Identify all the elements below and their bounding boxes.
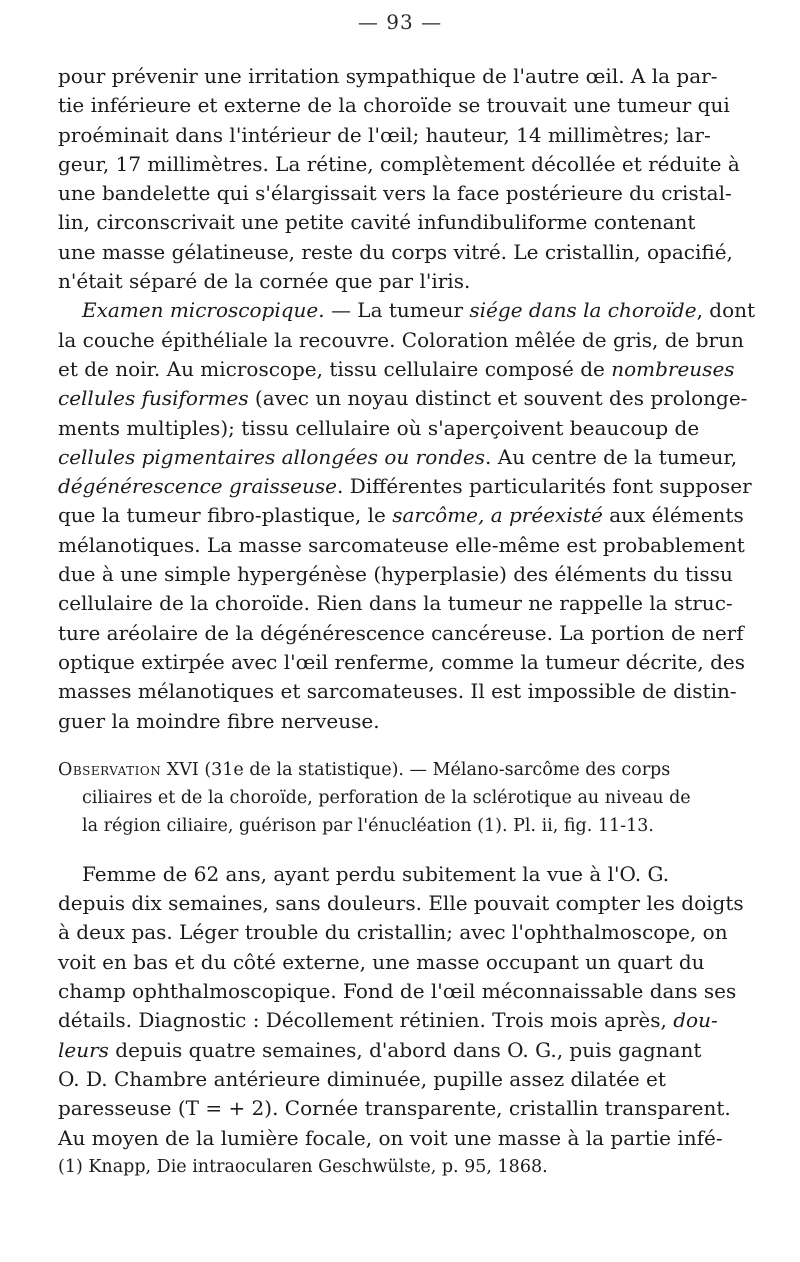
text-run: . Différentes particularités font supposer [337, 474, 752, 499]
italic-run: nombreuses [611, 356, 735, 381]
text-line [58, 918, 758, 947]
text-line [58, 707, 758, 736]
page-body [58, 62, 758, 1182]
text-run: , dont [696, 298, 756, 323]
text-line [58, 1124, 758, 1153]
text-run: aux éléments [602, 503, 744, 528]
italic-run: siége dans la choroïde [469, 298, 697, 323]
text-line [58, 756, 758, 784]
text-line [58, 355, 758, 384]
italic-run: dégénérescence graisseuse [58, 474, 337, 499]
text-line [58, 619, 758, 648]
text-run: voit en bas et du côté externe, une masse occupant un quart du [58, 949, 705, 974]
paragraph-microscopic-exam [58, 296, 758, 735]
text-line [58, 589, 758, 618]
text-run: que la tumeur fibro-plastique, le [58, 503, 393, 528]
text-line: geur, 17 millimètres. La rétine, complètement décollée et réduite à [58, 151, 740, 176]
text-line [58, 784, 758, 812]
text-line [58, 1006, 758, 1035]
text-run: la région ciliaire, guérison par l'énucléation (1). Pl. ii, fig. 11-13. [82, 815, 654, 836]
text-run: champ ophthalmoscopique. Fond de l'œil méconnaissable dans ses [58, 979, 737, 1004]
text-run: à deux pas. Léger trouble du cristallin; avec l'ophthalmoscope, on [58, 920, 728, 945]
text-run: due à une simple hypergénèse (hyperplasie) des éléments du tissu [58, 562, 733, 587]
text-line: pour prévenir une irritation sympathique de l'autre œil. A la par- [58, 64, 718, 88]
paragraph-continued [58, 62, 758, 296]
text-line: proéminait dans l'intérieur de l'œil; hauteur, 14 millimètres; lar- [58, 122, 711, 147]
text-run: . Au centre de la tumeur, [485, 444, 738, 469]
text-line [58, 1094, 758, 1123]
text-line: n'était séparé de la cornée que par l'iris. [58, 269, 471, 294]
text-line [58, 414, 758, 443]
text-run: la couche épithéliale la recouvre. Coloration mêlée de gris, de brun [58, 327, 744, 352]
text-line [58, 384, 758, 413]
italic-run: cellules pigmentaires allongées ou rondes [58, 444, 486, 469]
text-line: tie inférieure et externe de la choroïde se trouvait une tumeur qui [58, 93, 730, 118]
text-line [58, 948, 758, 977]
text-run: Femme de 62 ans, ayant perdu subitement la vue à l'O. G. [82, 861, 670, 886]
text-run: XVI (31e de la statistique). — Mélano-sarcôme des corps [161, 759, 671, 780]
text-line: lin, circonscrivait une petite cavité infundibuliforme contenant [58, 210, 696, 235]
text-line [58, 296, 758, 325]
text-run: ture aréolaire de la dégénérescence cancéreuse. La portion de nerf [58, 620, 744, 645]
italic-run: cellules fusiformes [58, 386, 249, 411]
text-line [58, 677, 758, 706]
italic-run: dou- [673, 1008, 718, 1033]
text-line [58, 326, 758, 355]
text-line: une masse gélatineuse, reste du corps vitré. Le cristallin, opacifié, [58, 239, 733, 264]
text-run: — La tumeur [324, 298, 470, 323]
small-caps-run: Observation [58, 759, 162, 780]
text-run: paresseuse (T = + 2). Cornée transparente, cristallin transparent. [58, 1096, 731, 1121]
text-line [58, 648, 758, 677]
text-line [58, 1036, 758, 1065]
italic-run: sarcôme, a préexisté [392, 503, 603, 528]
text-line [58, 472, 758, 501]
text-line [58, 889, 758, 918]
text-run: masses mélanotiques et sarcomateuses. Il est impossible de distin- [58, 679, 737, 704]
text-run: mélanotiques. La masse sarcomateuse elle-même est probablement [58, 532, 745, 557]
text-run: O. D. Chambre antérieure diminuée, pupille assez dilatée et [58, 1066, 666, 1091]
text-run: et de noir. Au microscope, tissu cellulaire composé de [58, 356, 612, 381]
text-run: Au moyen de la lumière focale, on voit une masse à la partie infé- [58, 1125, 723, 1150]
text-line [58, 860, 758, 889]
text-line [58, 1065, 758, 1094]
footnote: (1) Knapp, Die intraocularen Geschwülste, p. 95, 1868. [58, 1156, 548, 1177]
text-run: ciliaires et de la choroïde, perforation de la sclérotique au niveau de [82, 787, 691, 808]
text-run: cellulaire de la choroïde. Rien dans la tumeur ne rappelle la struc- [58, 591, 733, 616]
italic-run: leurs [58, 1037, 109, 1062]
italic-run: Examen microscopique. [82, 298, 325, 323]
text-run: ments multiples); tissu cellulaire où s'aperçoivent beaucoup de [58, 415, 700, 440]
text-line [58, 812, 758, 840]
text-line [58, 977, 758, 1006]
observation-heading [58, 756, 758, 840]
text-run: depuis quatre semaines, d'abord dans O. G., puis gagnant [108, 1037, 702, 1062]
text-line: une bandelette qui s'élargissait vers la face postérieure du cristal- [58, 181, 732, 206]
text-run: optique extirpée avec l'œil renferme, comme la tumeur décrite, des [58, 649, 745, 674]
paragraph-case-description [58, 860, 758, 1153]
text-line [58, 443, 758, 472]
text-run: guer la moindre fibre nerveuse. [58, 708, 380, 733]
text-line [58, 560, 758, 589]
page-number: — 93 — [357, 10, 443, 34]
text-run: détails. Diagnostic : Décollement rétinien. Trois mois après, [58, 1008, 674, 1033]
text-run: (avec un noyau distinct et souvent des prolonge- [248, 386, 748, 411]
text-line [58, 501, 758, 530]
text-line [58, 531, 758, 560]
text-run: depuis dix semaines, sans douleurs. Elle pouvait compter les doigts [58, 891, 744, 916]
